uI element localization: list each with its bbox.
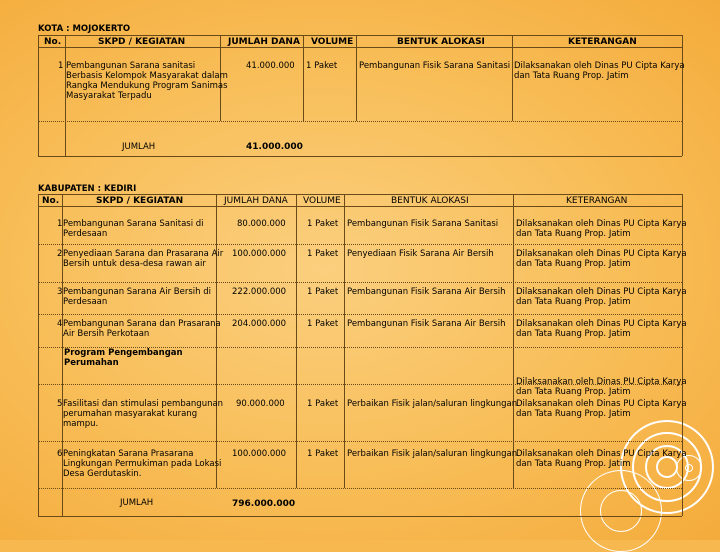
row-bentuk: Pembangunan Fisik Sarana Air Bersih [347, 287, 506, 297]
col-header-dana: JUMLAH DANA [224, 196, 288, 206]
col-header-keterangan: KETERANGAN [566, 196, 628, 206]
row-bentuk: Pembangunan Fisik Sarana Sanitasi [359, 61, 511, 71]
section-label: Program Pengembangan Perumahan [64, 348, 183, 368]
row-kegiatan: Pembangunan Sarana Sanitasi di Perdesaan [63, 219, 204, 239]
row-bentuk: Perbaikan Fisik jalan/saluran lingkungan [347, 449, 518, 459]
row-volume: 1 Paket [307, 399, 339, 409]
row-dana: 90.000.000 [236, 399, 285, 409]
row-keterangan: Dilaksanakan oleh Dinas PU Cipta Karya dan Tata Ruang Prop. Jatim [516, 219, 687, 239]
col-header-volume: VOLUME [303, 196, 341, 206]
kediri-title: KABUPATEN : KEDIRI [38, 184, 137, 194]
row-no: 2 [57, 249, 63, 259]
row-kegiatan: Pembangunan Sarana dan Prasarana Air Bersih Perkotaan [63, 319, 221, 339]
kota-total-label: JUMLAH [122, 142, 156, 152]
row-kegiatan: Peningkatan Sarana Prasarana Lingkungan Permukiman pada Lokasi Desa Gerdutaskin. [63, 449, 222, 479]
row-bentuk: Penyediaan Fisik Sarana Air Bersih [347, 249, 494, 259]
row-no: 4 [57, 319, 63, 329]
row-keterangan: Dilaksanakan oleh Dinas PU Cipta Karya dan Tata Ruang Prop. Jatim [516, 399, 687, 419]
row-keterangan: Dilaksanakan oleh Dinas PU Cipta Karya dan Tata Ruang Prop. Jatim [516, 319, 687, 339]
kediri-total-label: JUMLAH [120, 498, 154, 508]
row-no: 6 [57, 449, 63, 459]
row-dana: 222.000.000 [232, 287, 287, 297]
col-header-bentuk: BENTUK ALOKASI [397, 37, 485, 47]
row-kegiatan: Pembangunan Sarana sanitasi Berbasis Kelompok Masyarakat dalam Rangka Mendukung Program Sanimas Masyarakat Terpadu [66, 61, 228, 101]
row-keterangan: Dilaksanakan oleh Dinas PU Cipta Karya dan Tata Ruang Prop. Jatim [516, 449, 687, 469]
row-kegiatan: Penyediaan Sarana dan Prasarana Air Bersih untuk desa-desa rawan air [63, 249, 224, 269]
row-volume: 1 Paket [307, 219, 339, 229]
row-kegiatan: Fasilitasi dan stimulasi pembangunan perumahan masyarakat kurang mampu. [63, 399, 224, 429]
row-no: 3 [57, 287, 63, 297]
row-volume: 1 Paket [307, 319, 339, 329]
row-bentuk: Pembangunan Fisik Sarana Air Bersih [347, 319, 506, 329]
section-keterangan: Dilaksanakan oleh Dinas PU Cipta Karya dan Tata Ruang Prop. Jatim [516, 377, 687, 397]
row-dana: 80.000.000 [237, 219, 286, 229]
col-header-no: No. [42, 196, 60, 206]
row-volume: 1 Paket [307, 449, 339, 459]
row-keterangan: Dilaksanakan oleh Dinas PU Cipta Karya dan Tata Ruang Prop. Jatim [514, 61, 685, 81]
row-kegiatan: Pembangunan Sarana Air Bersih di Perdesaan [63, 287, 211, 307]
row-no: 1 [57, 219, 63, 229]
col-header-no: No. [44, 37, 62, 47]
row-dana: 100.000.000 [232, 449, 287, 459]
row-no: 1 [58, 61, 64, 71]
row-keterangan: Dilaksanakan oleh Dinas PU Cipta Karya dan Tata Ruang Prop. Jatim [516, 249, 687, 269]
row-volume: 1 Paket [307, 287, 339, 297]
row-no: 5 [57, 399, 63, 409]
col-header-kegiatan: SKPD / KEGIATAN [96, 196, 184, 206]
col-header-bentuk: BENTUK ALOKASI [391, 196, 469, 206]
col-header-dana: JUMLAH DANA [228, 37, 300, 47]
kota-title: KOTA : MOJOKERTO [38, 24, 131, 34]
kota-total-value: 41.000.000 [246, 142, 303, 152]
row-bentuk: Pembangunan Fisik Sarana Sanitasi [347, 219, 499, 229]
col-header-keterangan: KETERANGAN [568, 37, 637, 47]
kediri-total-value: 796.000.000 [232, 499, 296, 509]
row-volume: 1 Paket [306, 61, 338, 71]
row-dana: 204.000.000 [232, 319, 287, 329]
col-header-volume: VOLUME [311, 37, 354, 47]
col-header-kegiatan: SKPD / KEGIATAN [98, 37, 186, 47]
row-dana: 41.000.000 [246, 61, 295, 71]
row-dana: 100.000.000 [232, 249, 287, 259]
row-bentuk: Perbaikan Fisik jalan/saluran lingkungan [347, 399, 518, 409]
row-volume: 1 Paket [307, 249, 339, 259]
row-keterangan: Dilaksanakan oleh Dinas PU Cipta Karya dan Tata Ruang Prop. Jatim [516, 287, 687, 307]
